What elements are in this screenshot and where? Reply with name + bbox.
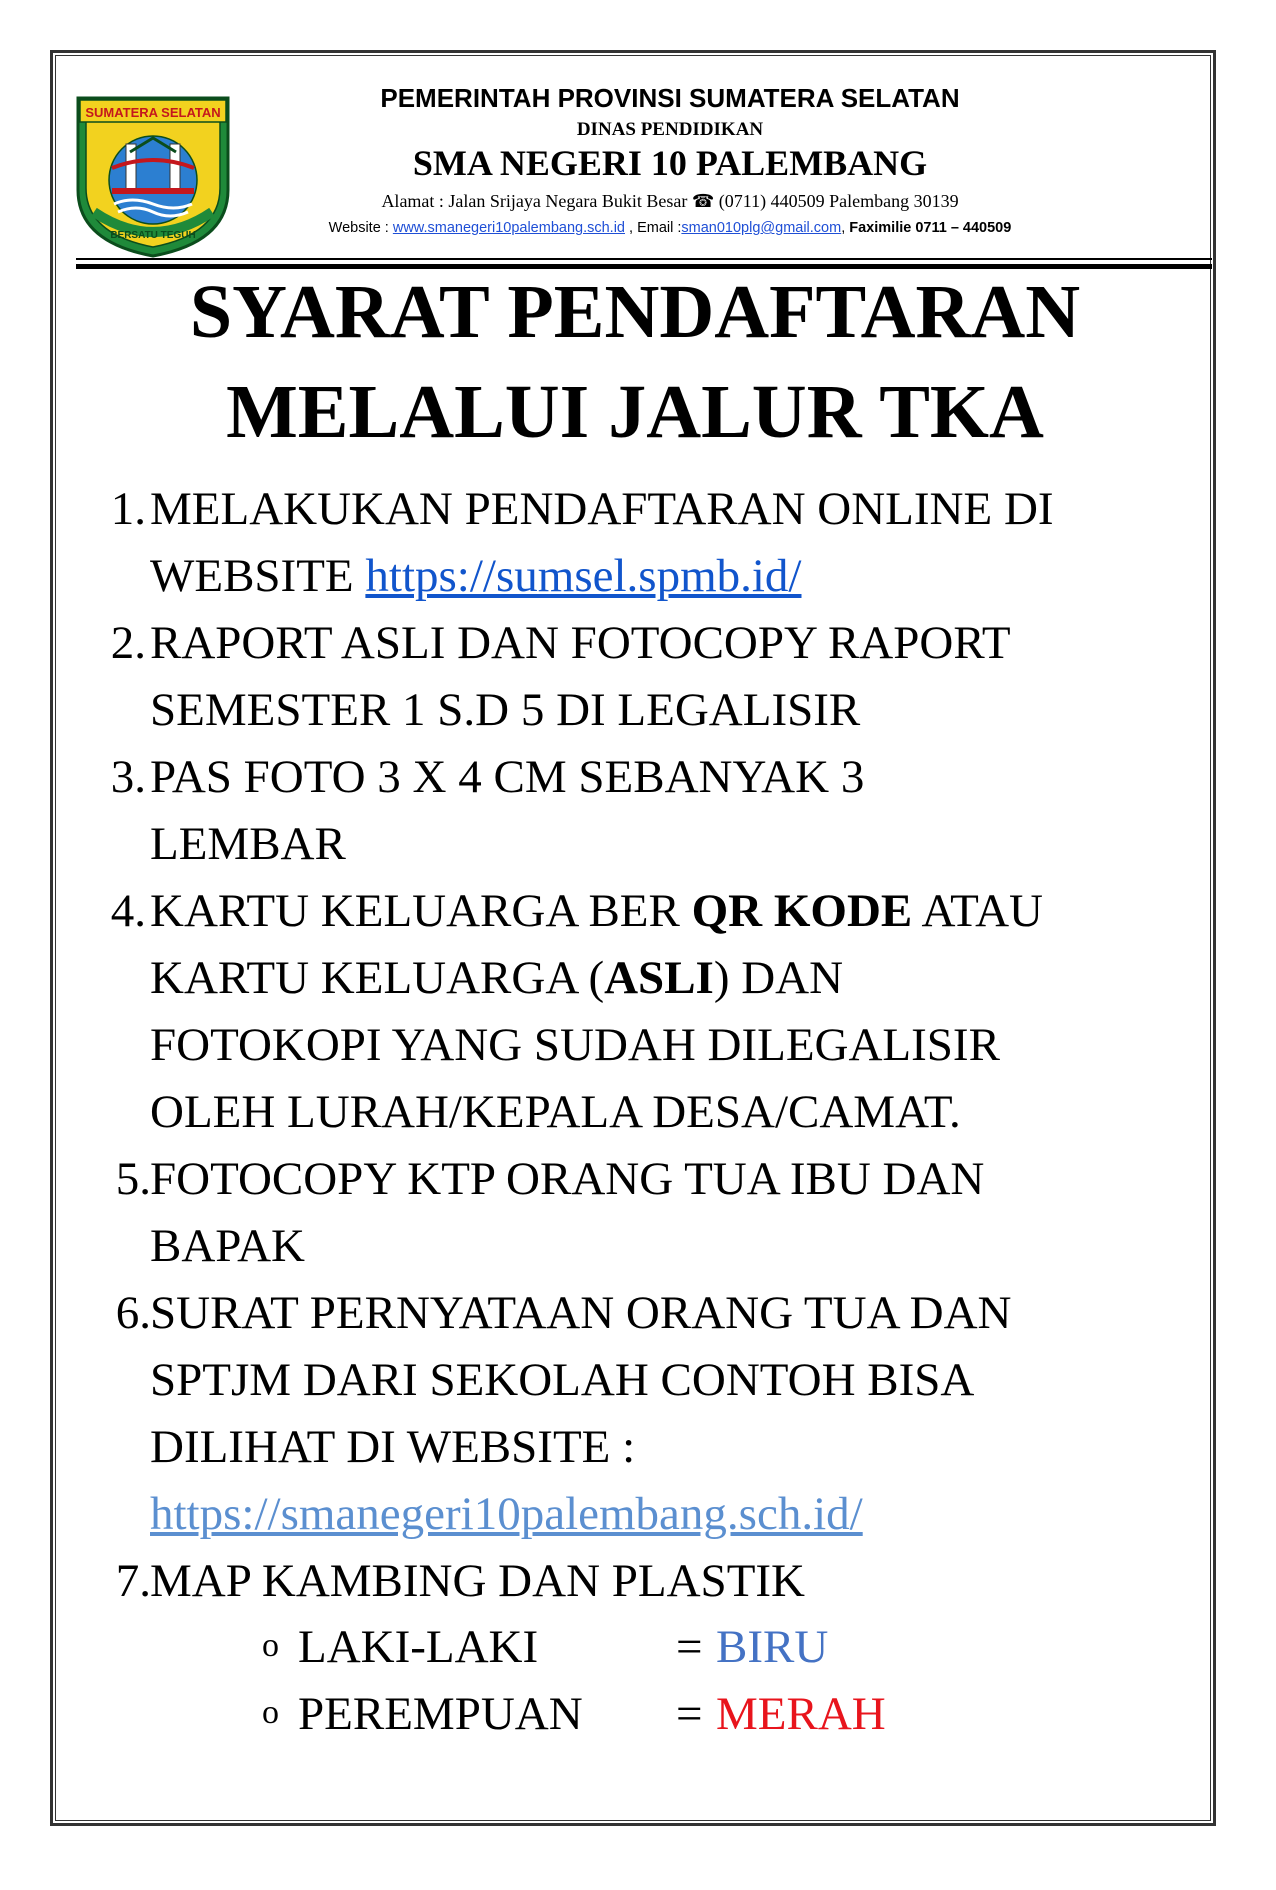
item-text [150,1480,863,1548]
item-text: LEMBAR [150,818,346,870]
item-text: BAPAK [150,1220,305,1272]
logo-top-text: SUMATERA SELATAN [85,105,221,120]
item-text: WEBSITE https://sumsel.spmb.id/ [150,550,802,602]
school-address: Alamat : Jalan Srijaya Negara Bukit Besar ☎ (0711) 440509 Palembang 30139 [381,191,959,211]
gender-label: LAKI-LAKI [298,1621,539,1673]
bullet-marker: o [262,1694,279,1731]
item-text: DILIHAT DI WEBSITE : [150,1421,636,1473]
equals-sign: = [676,1621,703,1673]
item-number: 2. [110,617,146,669]
item-text: OLEH LURAH/KEPALA DESA/CAMAT. [150,1086,961,1138]
item-text: FOTOCOPY KTP ORANG TUA IBU DAN [150,1153,985,1205]
contact-line [250,220,1090,236]
website-label: Website : [328,220,393,236]
spmb-link[interactable]: https://sumsel.spmb.id/ [365,550,802,602]
document-title-line-2: MELALUI JALUR TKA [226,370,1044,454]
item-number: 6. [115,1287,151,1339]
item-text: SURAT PERNYATAAN ORANG TUA DAN [150,1287,1012,1339]
color-value-biru: BIRU [716,1621,829,1673]
document-title-line-1: SYARAT PENDAFTARAN [189,270,1081,354]
gender-label: PEREMPUAN [298,1688,583,1740]
item-text: MAP KAMBING DAN PLASTIK [150,1555,805,1607]
item-number: 3. [110,751,146,803]
color-value-merah: MERAH [716,1688,886,1740]
item-text: MELAKUKAN PENDAFTARAN ONLINE DI [150,483,1054,535]
department-name: DINAS PENDIDIKAN [576,119,764,140]
email-label: , Email : [625,220,682,236]
provincial-emblem-logo [72,92,234,260]
item-text: SEMESTER 1 S.D 5 DI LEGALISIR [150,684,861,736]
logo-bottom-text: BERSATU TEGUH [110,230,196,241]
email-link[interactable]: sman010plg@gmail.com [681,220,842,236]
header-rule-thin [76,258,1212,260]
fax-separator: , [841,220,850,236]
website-link[interactable]: www.smanegeri10palembang.sch.id [392,220,625,236]
school-name: SMA NEGERI 10 PALEMBANG [412,143,928,183]
item-number: 7. [115,1555,151,1607]
item-number: 4. [110,885,146,937]
item-text: FOTOKOPI YANG SUDAH DILEGALISIR [150,1019,1000,1071]
item-number: 5. [115,1153,151,1205]
item-text: KARTU KELUARGA BER QR KODE ATAU [150,885,1043,937]
item-text: PAS FOTO 3 X 4 CM SEBANYAK 3 [150,751,865,803]
item-text: KARTU KELUARGA (ASLI) DAN [150,952,844,1004]
fax-number: Faximilie 0711 – 440509 [849,220,1012,236]
qr-kode-emphasis: QR KODE [691,885,913,937]
government-name: PEMERINTAH PROVINSI SUMATERA SELATAN [380,83,960,113]
asli-emphasis: ASLI [604,952,714,1004]
item-text: RAPORT ASLI DAN FOTOCOPY RAPORT [150,617,1011,669]
bullet-marker: o [262,1627,279,1664]
equals-sign: = [676,1688,703,1740]
item-number: 1. [110,483,146,535]
item-text: SPTJM DARI SEKOLAH CONTOH BISA [150,1354,975,1406]
school-website-link[interactable]: https://smanegeri10palembang.sch.id/ [150,1488,863,1540]
